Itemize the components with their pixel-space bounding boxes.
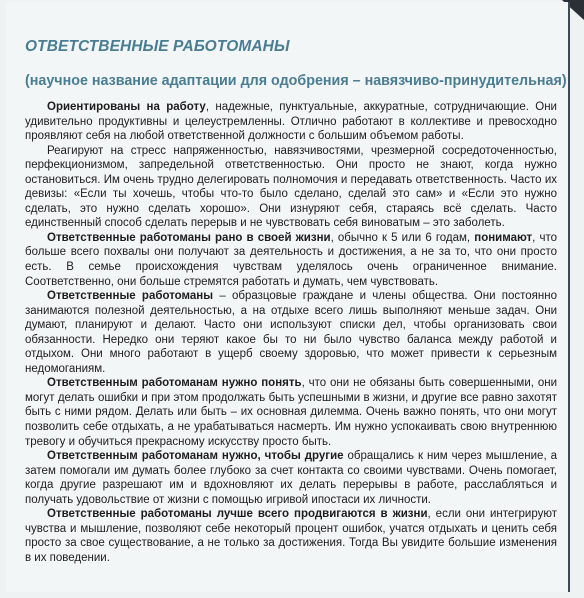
paragraph-lead: Ориентированы на работу — [47, 101, 206, 113]
paragraph — [25, 144, 557, 231]
paragraph — [25, 376, 557, 449]
paragraph-text: Реагируют на стресс напряженностью, навязчивостями, чрезмерной сосредоточенностью, перфекционизмом, запредельной ответственностью. Они просто не знают, когда нужно остановиться. Им очень трудно делегировать полномочия и передавать ответственность. Часто их девизы: «Если ты хочешь, чтобы что-то было сделано, сделай это сам» и «Если это нужно сделать, это нужно сделать хорошо». Они изнуряют себя, стараясь всё сделать. Часто единственный способ сделать перерыв и не чувствовать себя виноватым – это заболеть. — [25, 144, 557, 230]
page-title: ОТВЕТСТВЕННЫЕ РАБОТОМАНЫ — [25, 38, 290, 55]
paragraph-text: , надежные, пунктуальные, аккуратные, сотрудничающие. Они удивительно продуктивны и целеустремленны. Отлично работают в коллективе и превосходно проявляют себя на любой ответственной должности с большим объемом работы. — [25, 101, 557, 143]
paragraph-text: , что больше всего похвалы они получают за деятельность и достижения, а не за то, что они просто есть. В семье происхождения чувствам уделялось очень ограниченное внимание. Соответственно, они больше стремятся работать и думать, чем чувствовать. — [25, 231, 557, 288]
paragraph-lead: Ответственным работоманам нужно понять — [47, 377, 302, 390]
paragraph-lead: Ответственные работоманы лучше всего продвигаются в жизни — [47, 508, 428, 521]
paragraph — [25, 100, 557, 144]
paragraph-lead: Ответственным работоманам нужно, чтобы другие — [47, 450, 344, 463]
paragraph-lead: Ответственные работоманы — [47, 290, 214, 303]
paragraph-text: – образцовые граждане и члены общества. Они постоянно занимаются полезной деятельностью, а на отдыхе всего лишь выполняют меньше задач. Они думают, планируют и делают. Часто они используют списки дел, чтобы организовать свои обязанности. Нередко они теряют какое бы то ни было чувство баланса между работой и отдыхом. Они много работают в ущерб своему здоровью, что может привести к серьезным недомоганиям. — [25, 290, 558, 375]
paragraph-lead: Ответственные работоманы рано в своей жизни — [47, 231, 331, 244]
paragraph-text: обращались к ним через мышление, а затем помогали им думать более глубоко за счет контакта со своими чувствами. Очень помогает, когда другие разрешают им и вдохновляют их делать перерывы в работе, расслабляться и получать удовольствие от жизни с помощью игривой ипостаси их личности. — [25, 450, 557, 506]
paragraph — [25, 289, 557, 376]
paragraph — [25, 449, 557, 507]
paragraph — [25, 507, 557, 565]
paragraph-text: , если они интегрируют чувства и мышление, позволяют себе некоторый процент ошибок, учатся отдыхать и ценить себя просто за свое существование, а не только за достижения. Тогда Вы увидите большие изменения в их поведении. — [25, 508, 557, 564]
document-page — [6, 2, 570, 592]
body-text — [25, 100, 557, 566]
paragraph-emphasis: понимают — [474, 231, 533, 244]
paragraph-text: , обычно к 5 или 6 годам, — [330, 231, 475, 244]
paragraph — [25, 231, 557, 289]
page-subtitle: (научное название адаптации для одобрения – навязчиво-принудительная) — [25, 73, 567, 89]
paragraph-text: , что они не обязаны быть совершенными, они могут делать ошибки и при этом продолжать быть успешными в жизни, и другие все равно захотят быть с ними рядом. Делать или быть – их основная дилемма. Очень важно понять, что они могут позволить себе отдыхать, а не урабатываться насмерть. Им нужно успокаивать свою внутреннюю тревогу и обучиться прекрасному искусству просто быть. — [25, 377, 557, 448]
